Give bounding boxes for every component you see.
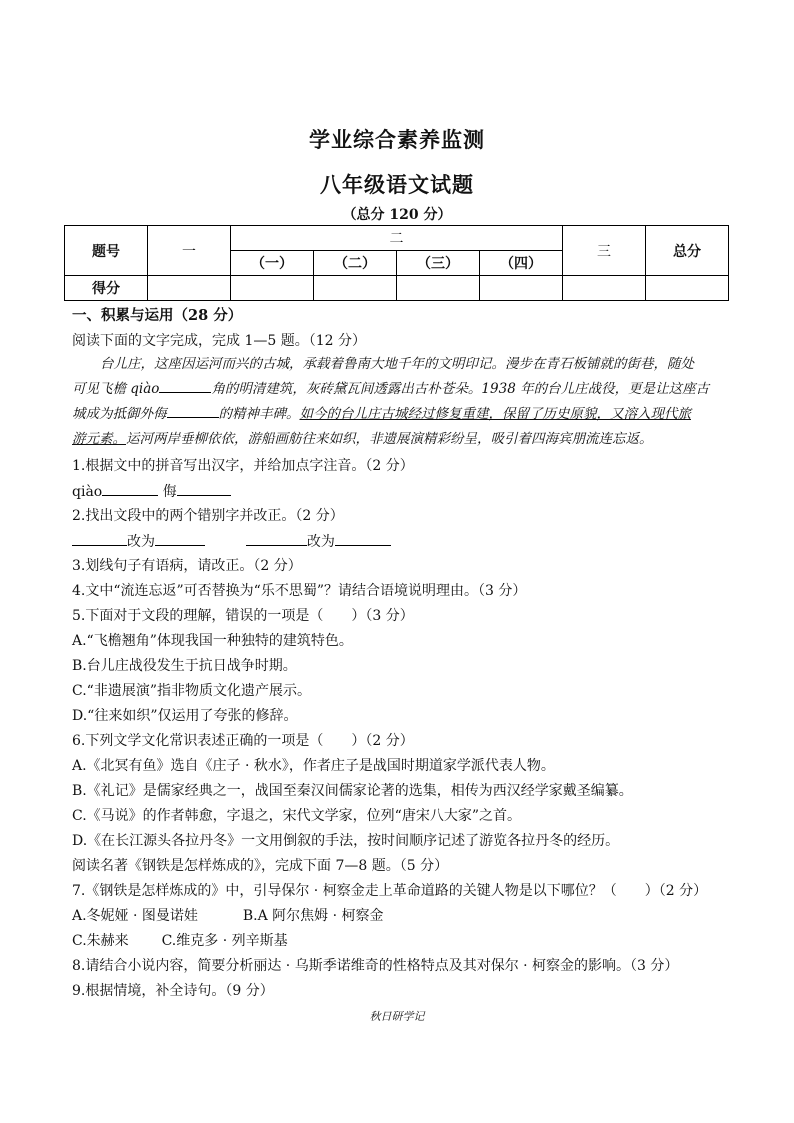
q6-option-d: D.《在长江源头各拉丹冬》一文用倒叙的手法，按时间顺序记述了游览各拉丹冬的经历。 xyxy=(72,833,620,849)
q7-options-row-1 xyxy=(72,906,383,926)
passage-line xyxy=(72,427,722,452)
q6-option-c: C.《马说》的作者韩愈，字退之，宋代文学家，位列“唐宋八大家”之首。 xyxy=(72,808,521,824)
q1-pinyin: qiào xyxy=(72,484,103,500)
score-cell[interactable] xyxy=(646,276,729,301)
passage-text: 的精神丰碑。 xyxy=(218,406,300,422)
passage-line: 台儿庄，这座因运河而兴的古城，承载着鲁南大地千年的文明印记。漫步在青石板铺就的街巷，随处 xyxy=(100,356,694,372)
exam-title: 学业综合素养监测 xyxy=(309,127,485,152)
exam-subtitle: 八年级语文试题 xyxy=(320,172,474,197)
header-part-one: 一 xyxy=(148,226,231,276)
question-4: 4.文中“流连忘返”可否替换为“乐不思蜀”？请结合语境说明理由。（3 分） xyxy=(72,583,527,599)
passage-intro: 阅读下面的文字完成，完成 1—5 题。（12 分） xyxy=(72,333,366,349)
score-cell[interactable] xyxy=(314,276,397,301)
q7-options-row-2 xyxy=(72,931,288,951)
score-cell[interactable] xyxy=(397,276,480,301)
question-2: 2.找出文段中的两个错别字并改正。（2 分） xyxy=(72,508,344,524)
poem-subheading: 秋日研学记 xyxy=(369,1010,425,1023)
question-1-answers xyxy=(72,481,231,502)
passage-text: 城成为抵御外侮 xyxy=(72,406,167,422)
score-cell[interactable] xyxy=(231,276,314,301)
score-cell[interactable] xyxy=(148,276,231,301)
question-3: 3.划线句子有语病，请改正。（2 分） xyxy=(72,558,302,574)
header-sub-3: （三） xyxy=(397,251,480,276)
answer-blank[interactable] xyxy=(72,531,127,546)
question-7: 7.《钢铁是怎样炼成的》中，引导保尔 · 柯察金走上革命道路的关键人物是以下哪位？（ ）（2 分） xyxy=(72,883,708,899)
q6-option-b: B.《礼记》是儒家经典之一，战国至秦汉间儒家论著的选集，相传为西汉经学家戴圣编纂。 xyxy=(72,783,633,799)
header-sub-2: （二） xyxy=(314,251,397,276)
total-score-note: （总分 120 分） xyxy=(342,207,452,223)
passage-text: 角的明清建筑，灰砖黛瓦间透露出古朴苍朵。1938 年的台儿庄战役，更是让这座古 xyxy=(211,381,710,397)
header-sub-1: （一） xyxy=(231,251,314,276)
question-8: 8.请结合小说内容，简要分析丽达 · 乌斯季诺维奇的性格特点及其对保尔 · 柯察金的影响。（3 分） xyxy=(72,958,679,974)
question-6: 6.下列文学文化常识表述正确的一项是（ ）（2 分） xyxy=(72,733,414,749)
q5-option-a: A.“飞檐翘角”体现我国一种独特的建筑特色。 xyxy=(72,633,353,649)
passage-line xyxy=(72,402,722,427)
section-heading: 一、积累与运用（28 分） xyxy=(72,307,243,324)
answer-blank[interactable] xyxy=(159,378,211,393)
answer-blank[interactable] xyxy=(167,403,219,418)
passage-text: 运河两岸垂柳依依，游船画舫往来如织，非遗展演精彩纷呈，吸引着四海宾朋流连忘返。 xyxy=(126,431,653,447)
header-part-three: 三 xyxy=(563,226,646,276)
answer-blank[interactable] xyxy=(102,481,158,496)
passage-line xyxy=(72,377,722,402)
underlined-sentence-end: 游元素。 xyxy=(72,431,126,447)
reading-intro: 阅读名著《钢铁是怎样炼成的》，完成下面 7—8 题。（5 分） xyxy=(72,858,449,874)
header-question-no: 题号 xyxy=(65,226,148,276)
q7-option-c: C.朱赫来 xyxy=(72,933,129,949)
q6-option-a: A.《北冥有鱼》选自《庄子 · 秋水》，作者庄子是战国时期道家学派代表人物。 xyxy=(72,758,555,774)
question-2-answers xyxy=(72,531,391,552)
score-cell[interactable] xyxy=(480,276,563,301)
q5-option-c: C.“非遗展演”指非物质文化遗产展示。 xyxy=(72,683,311,699)
answer-blank[interactable] xyxy=(155,531,205,546)
q2-change-to: 改为 xyxy=(127,534,155,550)
row-score-label: 得分 xyxy=(65,276,148,301)
answer-blank[interactable] xyxy=(246,531,307,546)
passage-text: 可见飞檐 qiào xyxy=(72,381,160,397)
underlined-sentence: 如今的台儿庄古城经过修复重建，保留了历史原貌，又溶入现代旅 xyxy=(299,406,691,422)
header-part-two: 二 xyxy=(231,226,563,251)
q7-option-a: A.冬妮娅 · 图曼诺娃 xyxy=(72,908,198,924)
q5-option-d: D.“往来如织”仅运用了夸张的修辞。 xyxy=(72,708,298,724)
q2-change-to: 改为 xyxy=(306,534,335,550)
q1-char: 侮 xyxy=(162,484,177,500)
score-cell[interactable] xyxy=(563,276,646,301)
question-9: 9.根据情境，补全诗句。（9 分） xyxy=(72,983,274,999)
q7-option-d: C.维克多 · 列辛斯基 xyxy=(161,933,288,949)
question-5: 5.下面对于文段的理解，错误的一项是（ ）（3 分） xyxy=(72,608,414,624)
answer-blank[interactable] xyxy=(335,531,391,546)
reading-passage xyxy=(72,352,722,452)
header-total: 总分 xyxy=(646,226,729,276)
score-table xyxy=(64,225,729,301)
header-sub-4: （四） xyxy=(480,251,563,276)
question-1: 1.根据文中的拼音写出汉字，并给加点字注音。（2 分） xyxy=(72,458,414,474)
answer-blank[interactable] xyxy=(177,481,231,496)
q5-option-b: B.台儿庄战役发生于抗日战争时期。 xyxy=(72,658,297,674)
q7-option-b: B.A 阿尔焦姆 · 柯察金 xyxy=(242,908,384,924)
